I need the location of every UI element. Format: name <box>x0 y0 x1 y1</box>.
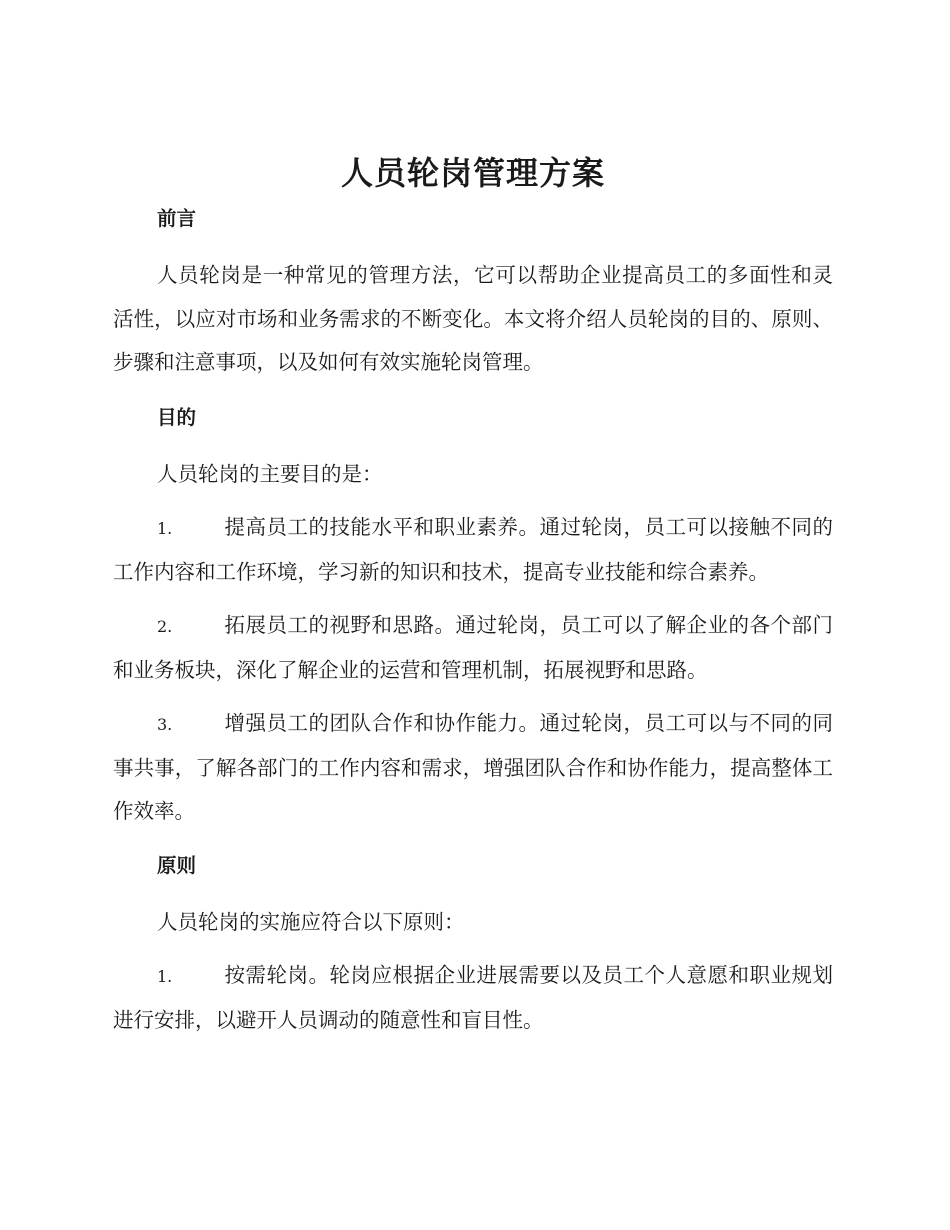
list-item-text: 增强员工的团队合作和协作能力。通过轮岗，员工可以与不同的同事共事，了解各部门的工作内容和需求，增强团队合作和协作能力，提高整体工作效率。 <box>113 711 833 823</box>
section-heading-purpose: 目的 <box>157 405 197 429</box>
section-heading-preface: 前言 <box>157 207 197 230</box>
purpose-intro: 人员轮岗的主要目的是： <box>157 461 383 486</box>
list-item-text: 提高员工的技能水平和职业素养。通过轮岗，员工可以接触不同的工作内容和工作环境，学习新的知识和技术，提高专业技能和综合素养。 <box>113 515 833 584</box>
list-number: 1. <box>157 967 173 986</box>
purpose-list-item-2 <box>113 604 833 692</box>
principles-list-item-1 <box>113 954 833 1042</box>
list-item-text: 拓展员工的视野和思路。通过轮岗，员工可以了解企业的各个部门和业务板块，深化了解企业的运营和管理机制，拓展视野和思路。 <box>113 613 833 682</box>
principles-intro: 人员轮岗的实施应符合以下原则： <box>157 909 465 934</box>
purpose-list-item-1 <box>113 506 833 594</box>
list-number: 1. <box>157 519 173 538</box>
list-number: 2. <box>157 617 173 636</box>
document-page <box>113 145 833 1042</box>
document-title: 人员轮岗管理方案 <box>340 154 605 192</box>
list-item-text: 按需轮岗。轮岗应根据企业进展需要以及员工个人意愿和职业规划进行安排，以避开人员调动的随意性和盲目性。 <box>113 963 833 1032</box>
purpose-list-item-3 <box>113 702 833 834</box>
preface-paragraph: 人员轮岗是一种常见的管理方法，它可以帮助企业提高员工的多面性和灵活性，以应对市场和业务需求的不断变化。本文将介绍人员轮岗的目的、原则、步骤和注意事项，以及如何有效实施轮岗管理。 <box>113 263 833 374</box>
section-heading-principles: 原则 <box>157 853 197 877</box>
list-number: 3. <box>157 715 173 734</box>
